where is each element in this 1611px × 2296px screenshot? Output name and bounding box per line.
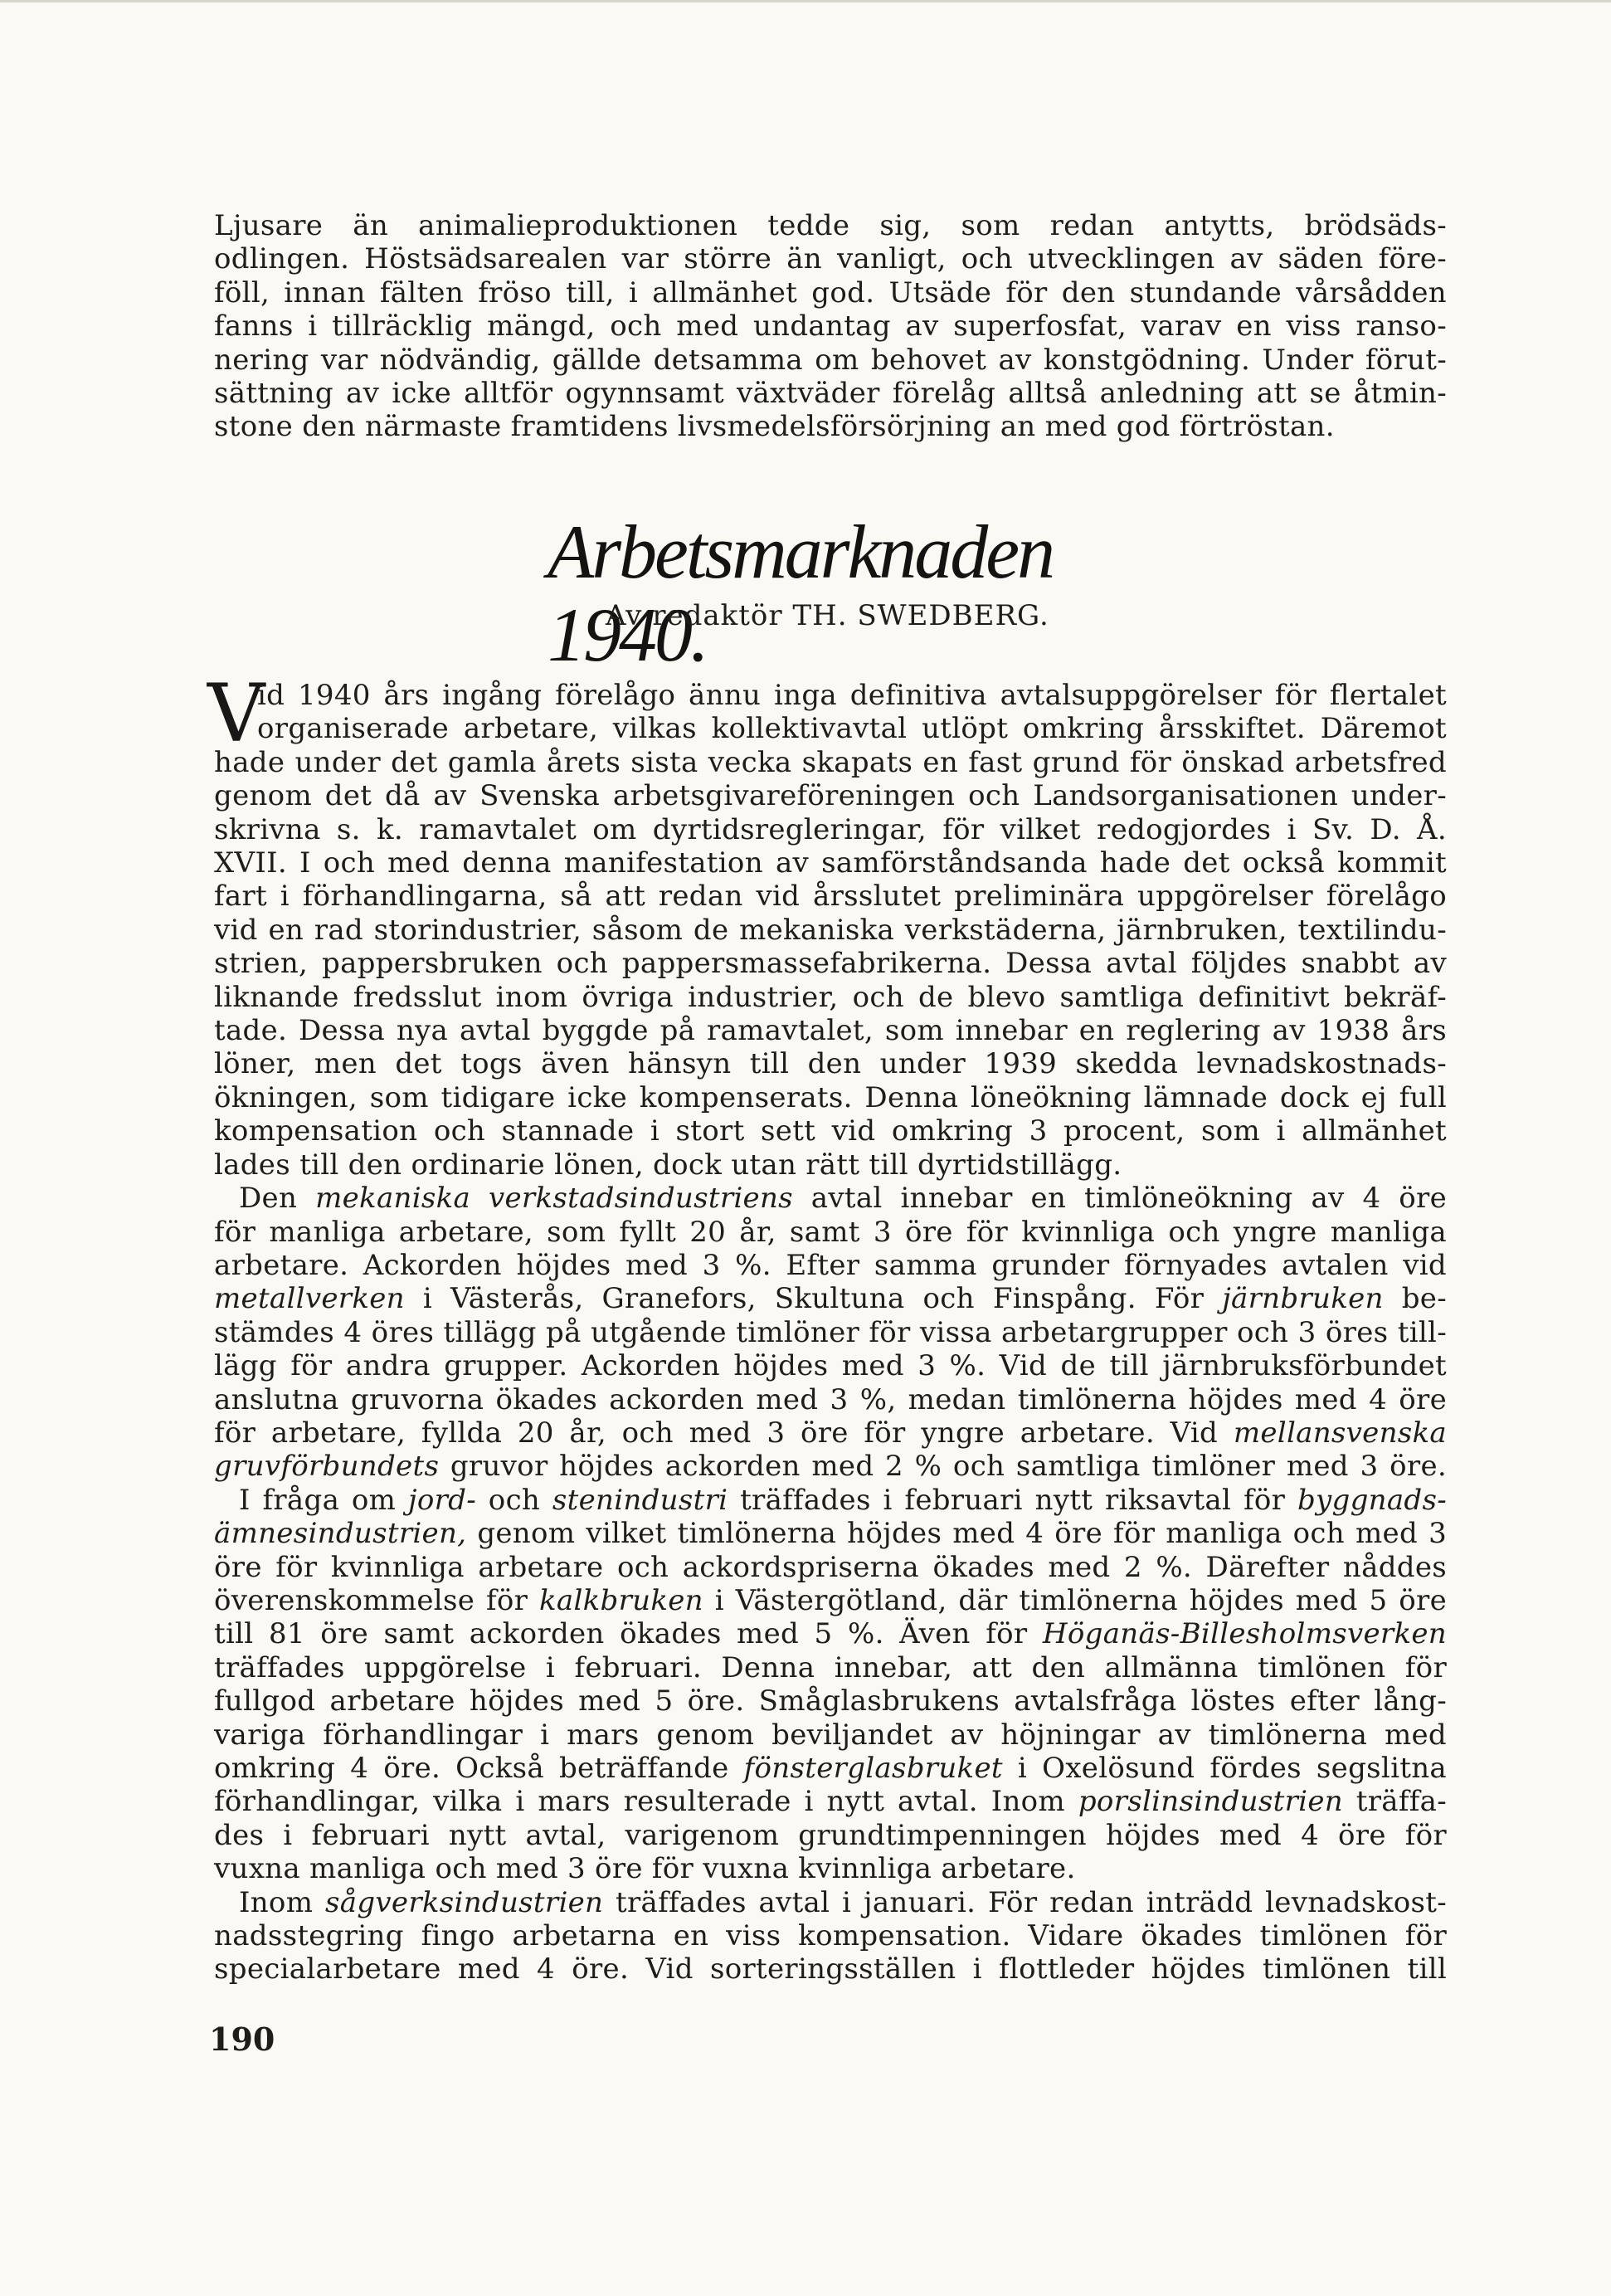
page-edge <box>0 0 1611 2</box>
body-line: I fråga om jord- och stenindustri träffades i februari nytt riksavtal för byggnads- <box>239 1483 1448 1517</box>
body-line: träffades uppgörelse i februari. Denna innebar, att den allmänna timlönen för <box>214 1650 1447 1684</box>
body-line: gruvförbundets gruvor höjdes ackorden med 2 % och samtliga timlöner med 3 öre. <box>214 1450 1447 1484</box>
body-line: fart i förhandlingarna, så att redan vid årsslutet preliminära uppgörelser förelågo <box>214 880 1447 914</box>
intro-line: Ljusare än animalieproduktionen tedde sig, som redan antytts, brödsäds- <box>214 209 1447 242</box>
intro-line: sättning av icke alltför ogynnsamt växtväder förelåg alltså anledning att se åtmin- <box>214 377 1447 411</box>
intro-line: nering var nödvändig, gällde detsamma om behovet av konstgödning. Under förut- <box>214 343 1447 377</box>
body-line: vuxna manliga och med 3 öre för vuxna kvinnliga arbetare. <box>214 1852 1076 1886</box>
body-line: ökningen, som tidigare icke kompenserats. Denna löneökning lämnade dock ej full <box>214 1080 1447 1114</box>
body-line: arbetare. Ackorden höjdes med 3 %. Efter samma grunder förnyades avtalen vid <box>214 1248 1447 1282</box>
italic-term: ämnesindustrien, <box>214 1517 467 1551</box>
italic-term: gruvförbundets <box>214 1450 440 1484</box>
body-line: tade. Dessa nya avtal byggde på ramavtalet, som innebar en reglering av 1938 års <box>214 1014 1447 1048</box>
intro-line: stone den närmaste framtidens livsmedelsförsörjning an med god förtröstan. <box>214 410 1335 444</box>
page-number: 190 <box>209 2021 275 2058</box>
body-line: för arbetare, fyllda 20 år, och med 3 öre för yngre arbetare. Vid mellansvenska <box>214 1416 1447 1450</box>
body-line: lägg för andra grupper. Ackorden höjdes med 3 %. Vid de till järnbruksförbundet <box>214 1349 1447 1383</box>
article-body <box>214 679 1447 1986</box>
body-line: förhandlingar, vilka i mars resulterade i nytt avtal. Inom porslinsindustrien träffa- <box>214 1785 1447 1819</box>
italic-term: byggnads- <box>1297 1483 1448 1517</box>
body-line: metallverken i Västerås, Granefors, Skultuna och Finspång. För järnbruken be- <box>214 1282 1447 1316</box>
body-line: Inom sågverksindustrien träffades avtal i januari. För redan inträdd levnadskost- <box>239 1885 1447 1919</box>
italic-term: metallverken <box>214 1282 405 1316</box>
body-line: nadsstegring fingo arbetarna en viss kompensation. Vidare ökades timlönen för <box>214 1919 1447 1953</box>
body-line: löner, men det togs även hänsyn till den under 1939 skedda levnadskostnads- <box>214 1047 1447 1081</box>
italic-term: stenindustri <box>552 1483 728 1517</box>
italic-term: sågverksindustrien <box>325 1885 604 1919</box>
body-line: för manliga arbetare, som fyllt 20 år, samt 3 öre för kvinnliga och yngre manliga <box>214 1215 1447 1249</box>
body-line: anslutna gruvorna ökades ackorden med 3 %, medan timlönerna höjdes med 4 öre <box>214 1382 1447 1416</box>
body-line: omkring 4 öre. Också beträffande fönsterglasbruket i Oxelösund fördes segslitna <box>214 1752 1447 1785</box>
intro-paragraph <box>214 209 1447 444</box>
article-byline: Av redaktör TH. SWEDBERG. <box>606 599 1049 632</box>
italic-term: fönsterglasbruket <box>743 1752 1003 1785</box>
body-line: vid en rad storindustrier, såsom de mekaniska verkstäderna, järnbruken, textilindu- <box>214 913 1447 947</box>
intro-line: fanns i tillräcklig mängd, och med undantag av superfosfat, varav en viss ranso- <box>214 310 1447 344</box>
italic-term: Höganäs-Billesholmsverken <box>1042 1617 1447 1651</box>
body-line: lades till den ordinarie lönen, dock utan rätt till dyrtidstillägg. <box>214 1148 1122 1182</box>
drop-cap: V <box>207 667 265 760</box>
body-line: strien, pappersbruken och pappersmassefabrikerna. Dessa avtal följdes snabbt av <box>214 947 1447 981</box>
body-line: Den mekaniska verkstadsindustriens avtal innebar en timlöneökning av 4 öre <box>239 1182 1448 1216</box>
italic-term: jord- <box>408 1483 477 1517</box>
italic-term: mekaniska verkstadsindustriens <box>315 1182 793 1216</box>
body-line: des i februari nytt avtal, varigenom grundtimpenningen höjdes med 4 öre för <box>214 1818 1447 1852</box>
body-line: fullgod arbetare höjdes med 5 öre. Småglasbrukens avtalsfråga löstes efter lång- <box>214 1684 1447 1718</box>
body-line: specialarbetare med 4 öre. Vid sorteringsställen i flottleder höjdes timlönen till <box>214 1952 1447 1986</box>
body-line: hade under det gamla årets sista vecka skapats en fast grund för önskad arbetsfred <box>214 745 1447 779</box>
italic-term: kalkbruken <box>538 1583 703 1617</box>
body-line: organiserade arbetare, vilkas kollektivavtal utlöpt omkring årsskiftet. Däremot <box>257 712 1447 746</box>
italic-term: porslinsindustrien <box>1078 1785 1343 1819</box>
italic-term: järnbruken <box>1222 1282 1384 1316</box>
body-line: liknande fredsslut inom övriga industrier, och de blevo samtliga definitivt bekräf- <box>214 980 1447 1014</box>
body-line: kompensation och stannade i stort sett vid omkring 3 procent, som i allmänhet <box>214 1114 1447 1148</box>
intro-line: odlingen. Höstsädsarealen var större än vanligt, och utvecklingen av säden före- <box>214 242 1447 276</box>
body-line: ämnesindustrien, genom vilket timlönerna höjdes med 4 öre för manliga och med 3 <box>214 1517 1447 1551</box>
body-line: variga förhandlingar i mars genom beviljandet av höjningar av timlönerna med <box>214 1718 1447 1752</box>
body-line: öre för kvinnliga arbetare och ackordspriserna ökades med 2 %. Därefter nåddes <box>214 1550 1447 1584</box>
body-line: till 81 öre samt ackorden ökades med 5 %. Även för Höganäs-Billesholmsverken <box>214 1617 1447 1651</box>
body-line: XVII. I och med denna manifestation av samförståndsanda hade det också kommit <box>214 846 1447 880</box>
body-line: stämdes 4 öres tillägg på utgående timlöner för vissa arbetargrupper och 3 öres till- <box>214 1315 1447 1349</box>
intro-line: föll, innan fälten fröso till, i allmänhet god. Utsäde för den stundande vårsådden <box>214 275 1447 310</box>
body-line: genom det då av Svenska arbetsgivareföreningen och Landsorganisationen under- <box>214 779 1447 813</box>
body-line: överenskommelse för kalkbruken i Västergötland, där timlönerna höjdes med 5 öre <box>214 1583 1447 1617</box>
italic-term: mellansvenska <box>1233 1416 1447 1450</box>
body-line: skrivna s. k. ramavtalet om dyrtidsregleringar, för vilket redogjordes i Sv. D. Å. <box>214 812 1447 846</box>
body-line: id 1940 års ingång förelågo ännu inga definitiva avtalsuppgörelser för flertalet <box>257 679 1447 712</box>
article-title: Arbetsmarknaden 1940. <box>548 509 1054 677</box>
